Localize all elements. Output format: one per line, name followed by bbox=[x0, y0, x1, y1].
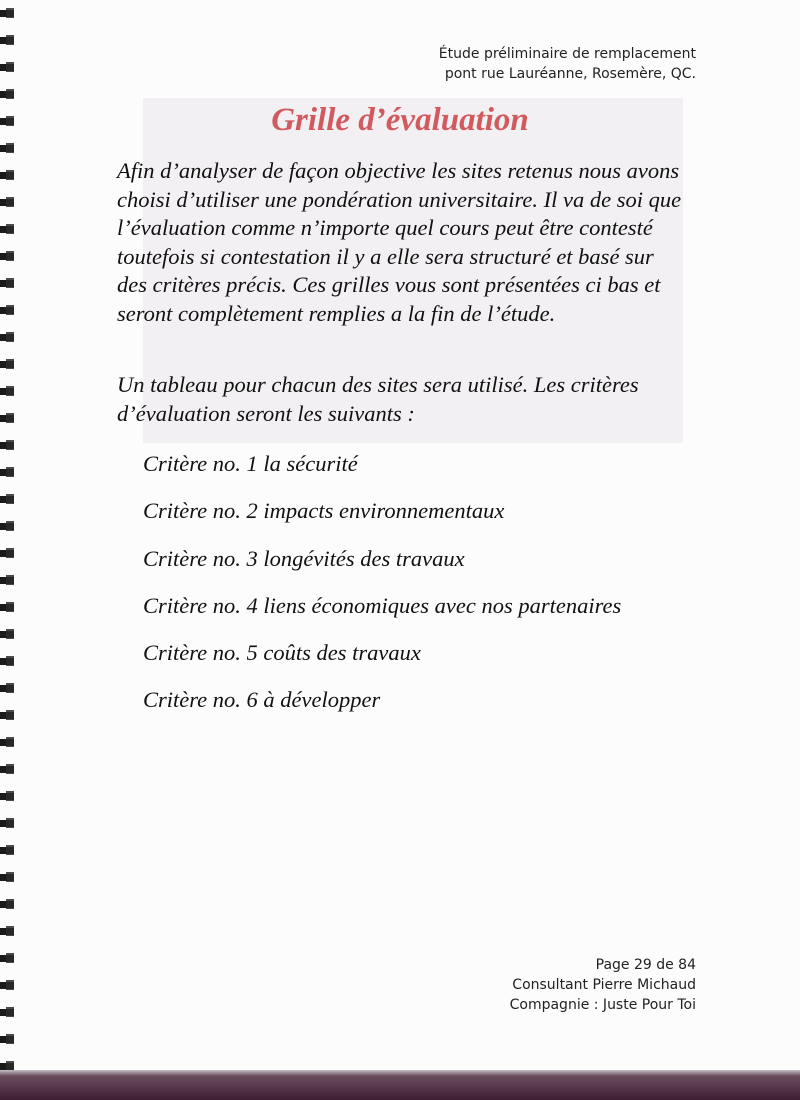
criteria-item-3: Critère no. 3 longévités des travaux bbox=[143, 545, 465, 571]
page-bottom-edge bbox=[0, 1070, 800, 1100]
criteria-item-2: Critère no. 2 impacts environnementaux bbox=[143, 498, 505, 524]
header-study-title: Étude préliminaire de remplacement bbox=[438, 46, 696, 62]
footer-company: Compagnie : Juste Pour Toi bbox=[509, 997, 696, 1013]
criteria-list bbox=[143, 447, 621, 731]
footer-consultant: Consultant Pierre Michaud bbox=[512, 977, 696, 993]
page-header bbox=[439, 44, 696, 84]
page-number: Page 29 de 84 bbox=[595, 957, 696, 973]
criteria-intro-paragraph: Un tableau pour chacun des sites sera utilisé. Les critères d’évaluation seront les suivants : bbox=[117, 372, 639, 426]
criteria-item-6: Critère no. 6 à développer bbox=[143, 687, 381, 713]
page-title: Grille d’évaluation bbox=[271, 102, 529, 138]
criteria-item-4: Critère no. 4 liens économiques avec nos partenaires bbox=[143, 592, 622, 618]
binding-holes bbox=[6, 0, 14, 1070]
criteria-item-1: Critère no. 1 la sécurité bbox=[143, 451, 358, 476]
page-footer bbox=[510, 955, 696, 1015]
intro-paragraph: Afin d’analyser de façon objective les sites retenus nous avons choisi d’utiliser une pondération universitaire. Il va de soi que l’évaluation comme n’importe quel cours peut être contesté toutefois si contestation il y a elle sera structuré et basé sur des critères précis. Ces grilles vous sont présentées ci bas et seront complètement remplies a la fin de l’étude. bbox=[117, 158, 682, 326]
header-location: pont rue Lauréanne, Rosemère, QC. bbox=[444, 66, 696, 82]
criteria-item-5: Critère no. 5 coûts des travaux bbox=[143, 640, 421, 666]
